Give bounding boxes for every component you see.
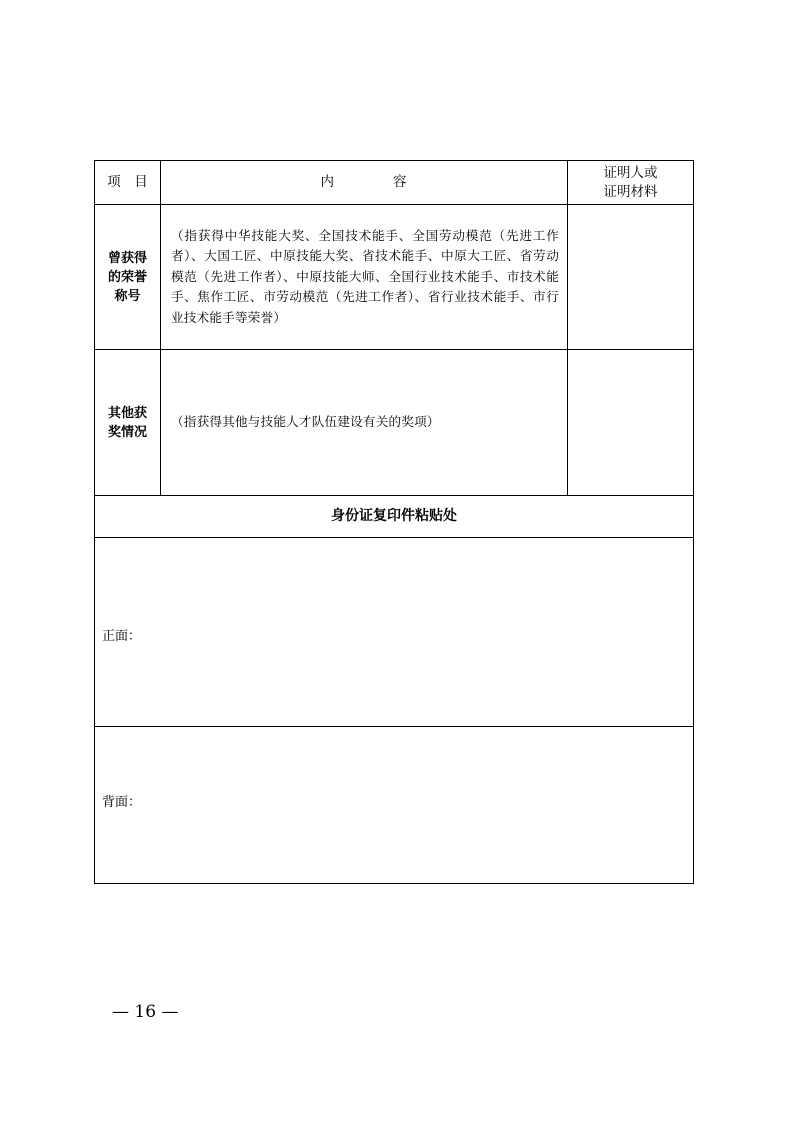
awards-content: （指获得其他与技能人才队伍建设有关的奖项） [171, 414, 440, 430]
awards-label [95, 350, 160, 495]
honors-label-line1: 曾获得 [107, 250, 147, 266]
awards-label-line2: 奖情况 [107, 424, 147, 440]
id-front-paste-area[interactable] [95, 538, 693, 726]
header-content [161, 161, 567, 204]
id-back-label: 背面： [102, 795, 142, 810]
header-item-label: 项 目 [107, 174, 148, 190]
header-proof-line2: 证明材料 [603, 183, 658, 200]
honors-label-line2: 的荣誉 [107, 269, 147, 285]
header-item [95, 161, 160, 204]
header-proof [568, 161, 693, 204]
honors-label [95, 205, 160, 349]
honors-proof-cell[interactable] [568, 205, 693, 349]
id-back-paste-area[interactable] [95, 727, 693, 883]
header-content-label: 内 容 [320, 174, 408, 190]
honors-label-line3: 称号 [114, 288, 141, 304]
awards-proof-cell[interactable] [568, 350, 693, 495]
application-form-table [94, 160, 694, 884]
page-number: — 16 — [112, 1002, 179, 1022]
id-section-title-label: 身份证复印件粘贴处 [331, 508, 457, 524]
honors-content: （指获得中华技能大奖、全国技术能手、全国劳动模范（先进工作者）、大国工匠、中原技能大奖、省技术能手、中原大工匠、省劳动模范（先进工作者）、中原技能大师、全国行业技术能手、市技术能手、焦作工匠、市劳动模范（先进工作者）、省行业技术能手、市行业技术能手等荣誉） [171, 227, 559, 325]
id-front-label: 正面： [102, 629, 142, 644]
honors-content-cell[interactable] [161, 205, 567, 349]
id-section-title [95, 496, 693, 537]
header-proof-line1: 证明人或 [603, 164, 658, 181]
awards-content-cell[interactable] [161, 350, 567, 495]
awards-label-line1: 其他获 [107, 405, 147, 421]
